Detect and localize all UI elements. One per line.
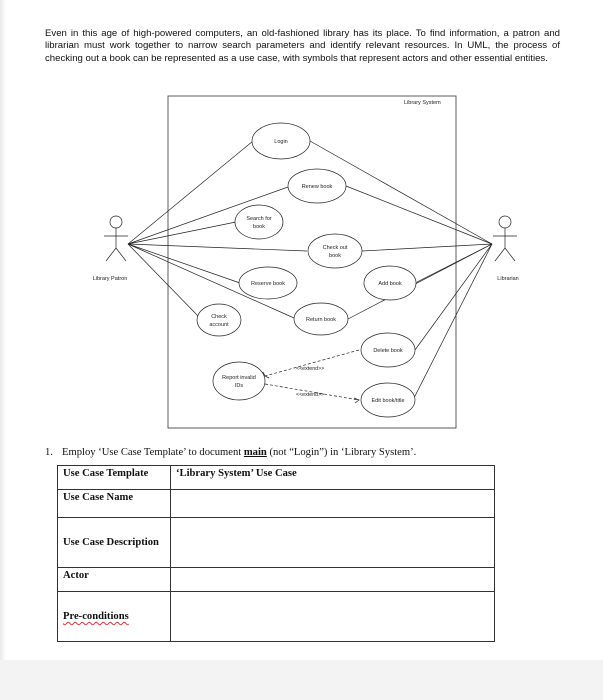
use-case-return-book [294, 303, 348, 335]
use-case-renew-book [288, 169, 346, 203]
svg-text:IDs: IDs [234, 383, 244, 389]
svg-text:Check: Check [211, 314, 227, 320]
question-text-before: Employ ‘Use Case Template’ to document [62, 447, 244, 458]
header-cell-system: ‘Library System’ Use Case [171, 466, 495, 490]
extend-arrowheads [263, 372, 359, 403]
question-1 [45, 447, 416, 458]
use-case-search-for-book [235, 205, 283, 239]
svg-text:account: account [209, 322, 229, 328]
table-row [58, 518, 495, 568]
svg-text:Check out: Check out [322, 245, 348, 251]
extend-label-1: <<extend>> [296, 366, 325, 372]
use-case-check-account [197, 304, 241, 336]
svg-text:Reserve book: Reserve book [251, 281, 285, 287]
table-row [58, 490, 495, 518]
svg-text:Login: Login [274, 139, 288, 145]
row-label-use-case-description: Use Case Description [58, 518, 171, 568]
page-bottom-margin [0, 660, 603, 700]
svg-text:Edit book/title: Edit book/title [371, 398, 405, 404]
svg-text:Add book: Add book [378, 281, 402, 287]
cell-use-case-name[interactable] [171, 490, 495, 518]
extend-label-2: <<extend>> [296, 392, 325, 398]
svg-text:book: book [329, 253, 341, 259]
use-case-report-invalid-ids [213, 362, 265, 400]
question-text-after: (not “Login”) in ‘Library System’. [266, 447, 417, 458]
svg-text:Search for: Search for [246, 216, 272, 222]
table-row [58, 592, 495, 642]
table-header-row [58, 466, 495, 490]
row-label-pre-conditions [58, 592, 171, 642]
svg-text:Report invalid: Report invalid [222, 375, 256, 381]
use-case-login [252, 123, 310, 159]
actor-librarian [493, 216, 517, 261]
header-cell-template: Use Case Template [58, 466, 171, 490]
use-case-check-out-book [308, 234, 362, 268]
svg-text:Renew book: Renew book [301, 184, 333, 190]
svg-text:book: book [253, 224, 265, 230]
svg-text:Return book: Return book [306, 317, 336, 323]
use-case-delete-book [361, 333, 415, 367]
actor-label-librarian: Librarian [497, 276, 519, 282]
actor-label-patron: Library Patron [92, 276, 128, 282]
svg-text:Delete book: Delete book [373, 348, 403, 354]
pre-conditions-text: Pre-conditions [63, 611, 129, 622]
use-case-add-book [364, 266, 416, 300]
use-case-edit-book-title [361, 383, 415, 417]
cell-actor[interactable] [171, 568, 495, 592]
row-label-use-case-name: Use Case Name [58, 490, 171, 518]
cell-pre-conditions[interactable] [171, 592, 495, 642]
cell-use-case-description[interactable] [171, 518, 495, 568]
use-case-reserve-book [239, 267, 297, 299]
row-label-actor: Actor [58, 568, 171, 592]
table-row [58, 568, 495, 592]
actor-library-patron [104, 216, 128, 261]
system-label: Library System [404, 100, 441, 106]
use-case-template-table [57, 465, 495, 642]
system-boundary [168, 96, 456, 428]
question-emphasis: main [243, 447, 267, 458]
intro-paragraph: Even in this age of high-powered computers, an old-fashioned library has its place. To find information, a patron and librarian must work together to narrow search parameters and identify relevant resources. In UML, the process of checking out a book can be represented as a use case, with symbols that represent actors and other essential entities. [45, 28, 560, 64]
question-number: 1. [45, 447, 53, 458]
